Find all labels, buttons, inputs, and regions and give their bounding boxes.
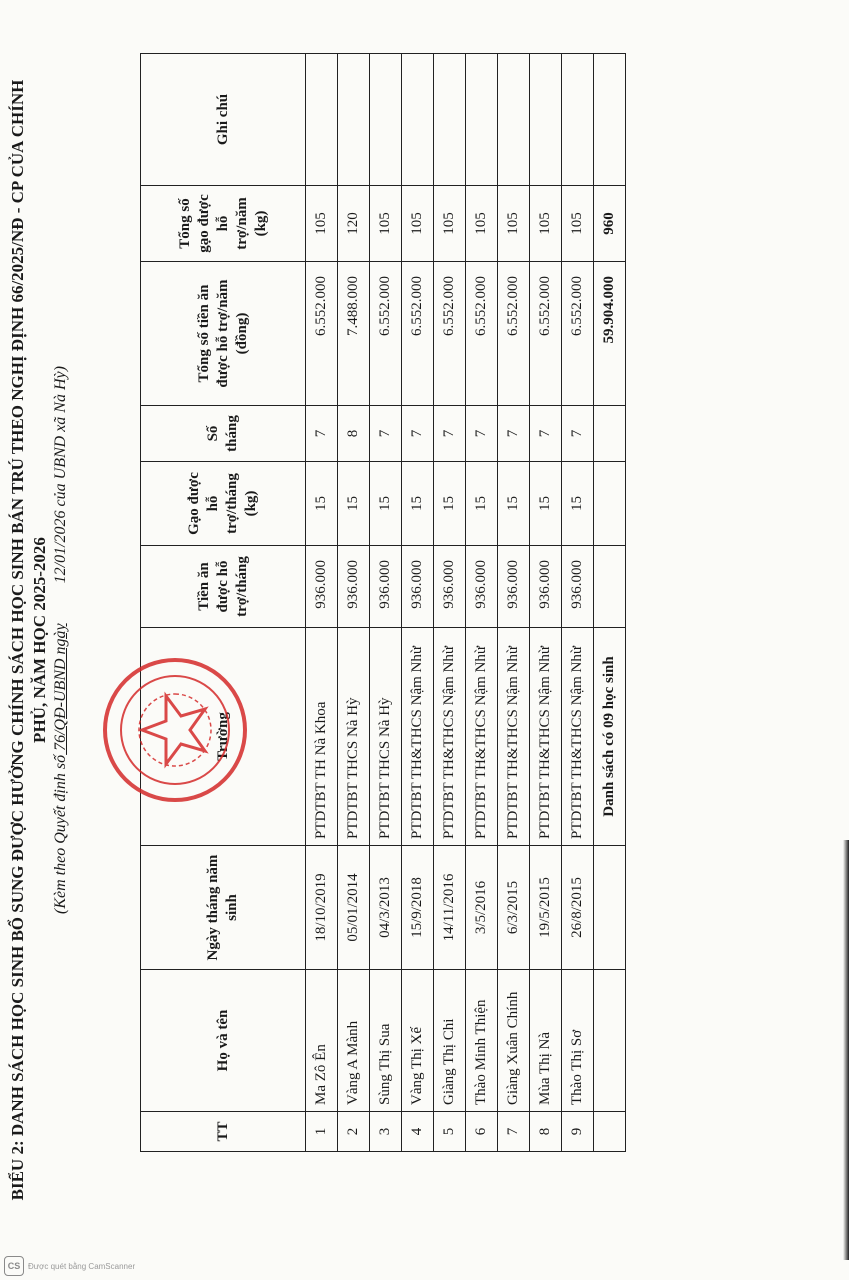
row-months: 7	[530, 406, 562, 462]
row-total-money: 6.552.000	[306, 262, 338, 406]
row-school: PTDTBT TH&THCS Nậm Nhừ	[498, 628, 530, 846]
header-total-money: Tổng số tiền ăn được hỗ trợ/năm (đồng)	[141, 262, 306, 406]
row-total-rice: 120	[338, 186, 370, 262]
camscanner-watermark	[0, 1252, 849, 1280]
table-total-row	[594, 54, 626, 1152]
row-months: 7	[498, 406, 530, 462]
decision-number: 76/QĐ-UBND ngày	[52, 623, 69, 755]
row-name: Sùng Thị Sua	[370, 970, 402, 1112]
row-meal-money: 936.000	[530, 546, 562, 628]
header-name: Họ và tên	[141, 970, 306, 1112]
row-birthdate: 05/01/2014	[338, 846, 370, 970]
row-total-money: 6.552.000	[466, 262, 498, 406]
row-rice-month: 15	[370, 462, 402, 546]
row-months: 7	[466, 406, 498, 462]
row-note	[498, 54, 530, 186]
header-school: Trường	[141, 628, 306, 846]
row-rice-month: 15	[530, 462, 562, 546]
row-tt: 9	[562, 1112, 594, 1152]
row-meal-money: 936.000	[498, 546, 530, 628]
row-total-money: 6.552.000	[402, 262, 434, 406]
row-birthdate: 26/8/2015	[562, 846, 594, 970]
row-total-rice: 105	[370, 186, 402, 262]
row-rice-month: 15	[498, 462, 530, 546]
row-name: Vàng A Mành	[338, 970, 370, 1112]
row-school: PTDTBT THCS Nà Hỳ	[338, 628, 370, 846]
row-name: Thào Thị Sơ	[562, 970, 594, 1112]
row-total-rice: 105	[402, 186, 434, 262]
row-note	[338, 54, 370, 186]
row-tt: 8	[530, 1112, 562, 1152]
row-note	[434, 54, 466, 186]
row-total-money: 6.552.000	[562, 262, 594, 406]
row-meal-money: 936.000	[338, 546, 370, 628]
row-meal-money: 936.000	[434, 546, 466, 628]
row-note	[466, 54, 498, 186]
row-birthdate: 6/3/2015	[498, 846, 530, 970]
row-birthdate: 3/5/2016	[466, 846, 498, 970]
row-total-money: 6.552.000	[530, 262, 562, 406]
row-note	[306, 54, 338, 186]
row-months: 8	[338, 406, 370, 462]
table-header-row	[141, 54, 306, 1152]
row-total-money: 6.552.000	[498, 262, 530, 406]
row-meal-money: 936.000	[562, 546, 594, 628]
header-total-rice: Tổng số gạo được hỗ trợ/năm (kg)	[141, 186, 306, 262]
row-tt: 5	[434, 1112, 466, 1152]
row-meal-money: 936.000	[402, 546, 434, 628]
table-row	[562, 54, 594, 1152]
header-birthdate: Ngày tháng năm sinh	[141, 846, 306, 970]
table-row	[466, 54, 498, 1152]
decision-reference	[52, 0, 70, 1280]
row-tt: 1	[306, 1112, 338, 1152]
row-total-money: 6.552.000	[434, 262, 466, 406]
row-note	[530, 54, 562, 186]
row-months: 7	[434, 406, 466, 462]
row-rice-month: 15	[402, 462, 434, 546]
total-money: 59.904.000	[594, 262, 626, 406]
row-total-rice: 105	[306, 186, 338, 262]
row-months: 7	[402, 406, 434, 462]
table-row	[370, 54, 402, 1152]
decision-prefix: (Kèm theo Quyết định số	[52, 754, 69, 914]
row-total-money: 7.488.000	[338, 262, 370, 406]
document-title: BIỂU 2: DANH SÁCH HỌC SINH BỔ SUNG ĐƯỢC HƯỞNG CHÍNH SÁCH HỌC SINH BÁN TRÚ THEO NGHỊ ĐỊNH 66/2025/NĐ - CP CỦA CHÍNH	[8, 79, 27, 1201]
total-rice: 960	[594, 186, 626, 262]
row-birthdate: 15/9/2018	[402, 846, 434, 970]
row-school: PTDTBT TH Nà Khoa	[306, 628, 338, 846]
row-school: PTDTBT TH&THCS Nậm Nhừ	[402, 628, 434, 846]
row-months: 7	[306, 406, 338, 462]
row-meal-money: 936.000	[306, 546, 338, 628]
row-school: PTDTBT TH&THCS Nậm Nhừ	[466, 628, 498, 846]
row-tt: 7	[498, 1112, 530, 1152]
row-name: Vàng Thị Xế	[402, 970, 434, 1112]
table-row	[498, 54, 530, 1152]
row-note	[370, 54, 402, 186]
row-birthdate: 14/11/2016	[434, 846, 466, 970]
student-list-table	[140, 53, 626, 1152]
row-rice-month: 15	[338, 462, 370, 546]
row-total-rice: 105	[498, 186, 530, 262]
header-rice-month: Gạo được hỗ trợ/tháng (kg)	[141, 462, 306, 546]
row-name: Ma Zô Ên	[306, 970, 338, 1112]
row-school: PTDTBT TH&THCS Nậm Nhừ	[434, 628, 466, 846]
row-birthdate: 04/3/2013	[370, 846, 402, 970]
header-note: Ghi chú	[141, 54, 306, 186]
table-row	[306, 54, 338, 1152]
row-total-rice: 105	[562, 186, 594, 262]
row-meal-money: 936.000	[466, 546, 498, 628]
row-rice-month: 15	[306, 462, 338, 546]
row-months: 7	[562, 406, 594, 462]
row-rice-month: 15	[466, 462, 498, 546]
row-meal-money: 936.000	[370, 546, 402, 628]
row-tt: 2	[338, 1112, 370, 1152]
row-name: Mùa Thị Nà	[530, 970, 562, 1112]
header-months: Số tháng	[141, 406, 306, 462]
row-months: 7	[370, 406, 402, 462]
camscanner-text: Được quét bằng CamScanner	[28, 1261, 136, 1271]
row-total-rice: 105	[530, 186, 562, 262]
header-tt: TT	[141, 1112, 306, 1152]
row-birthdate: 18/10/2019	[306, 846, 338, 970]
row-note	[402, 54, 434, 186]
header-meal-money: Tiền ăn được hỗ trợ/tháng	[141, 546, 306, 628]
row-rice-month: 15	[434, 462, 466, 546]
row-total-money: 6.552.000	[370, 262, 402, 406]
document-subtitle: PHỦ, NĂM HỌC 2025-2026	[30, 537, 49, 743]
row-tt: 6	[466, 1112, 498, 1152]
row-rice-month: 15	[562, 462, 594, 546]
row-school: PTDTBT THCS Nà Hỳ	[370, 628, 402, 846]
table-row	[434, 54, 466, 1152]
row-total-rice: 105	[466, 186, 498, 262]
table-row	[338, 54, 370, 1152]
table-row	[402, 54, 434, 1152]
total-label: Danh sách có 09 học sinh	[594, 628, 626, 846]
row-school: PTDTBT TH&THCS Nậm Nhừ	[562, 628, 594, 846]
row-birthdate: 19/5/2015	[530, 846, 562, 970]
row-name: Giàng Xuân Chính	[498, 970, 530, 1112]
row-note	[562, 54, 594, 186]
camscanner-logo: CS	[4, 1256, 24, 1276]
row-total-rice: 105	[434, 186, 466, 262]
row-school: PTDTBT TH&THCS Nậm Nhừ	[530, 628, 562, 846]
row-tt: 3	[370, 1112, 402, 1152]
row-name: Thào Minh Thiện	[466, 970, 498, 1112]
row-name: Giàng Thị Chi	[434, 970, 466, 1112]
row-tt: 4	[402, 1112, 434, 1152]
decision-suffix: 12/01/2026 của UBND xã Nà Hỳ)	[52, 366, 69, 584]
table-row	[530, 54, 562, 1152]
